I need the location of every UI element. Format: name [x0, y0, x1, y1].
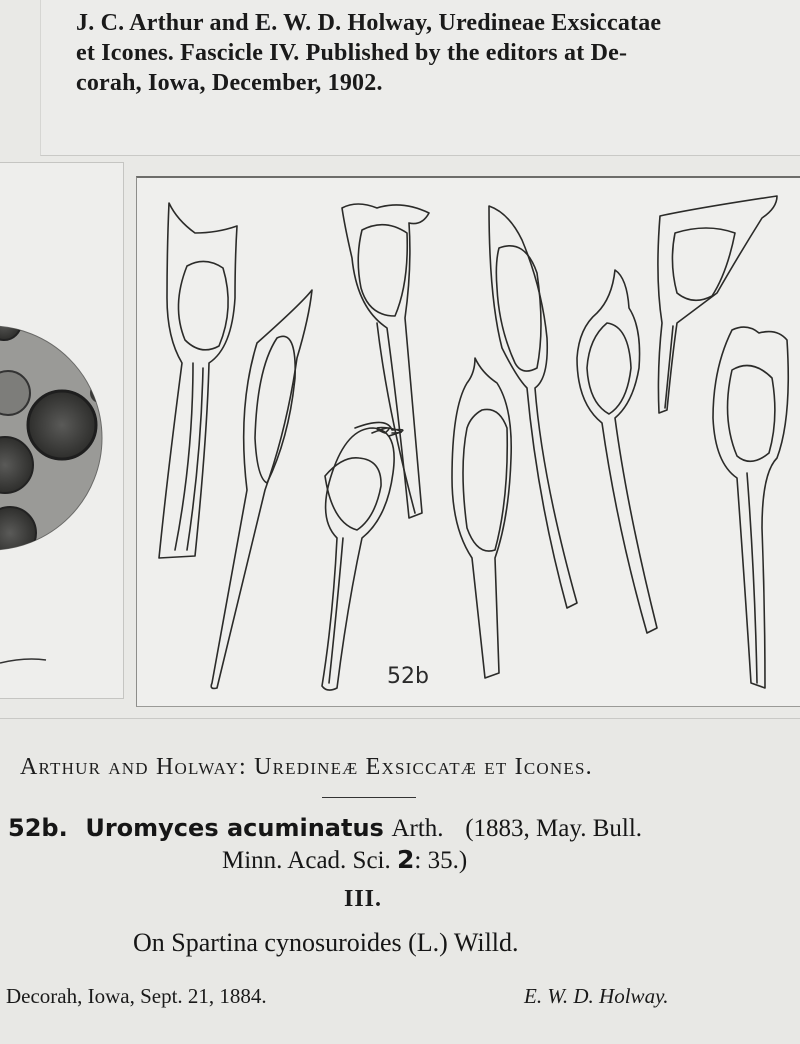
host-plant: On Spartina cynosuroides (L.) Willd.	[133, 928, 519, 957]
spore-stage-mark: III.	[344, 886, 383, 912]
citation-journal: Minn. Acad. Sci.	[222, 847, 391, 874]
figure-label: 52b	[387, 664, 429, 689]
title-rule	[322, 797, 416, 798]
species-authority: Arth.	[391, 815, 444, 842]
publication-header	[76, 8, 776, 98]
species-number: 52b.	[8, 814, 68, 842]
locality-date: Decorah, Iowa, Sept. 21, 1884.	[6, 984, 267, 1008]
header-line-2: et Icones. Fascicle IV. Published by the editors at De-	[76, 40, 628, 66]
series-title: Arthur and Holway: Uredineæ Exsiccatæ et Icones.	[20, 754, 593, 780]
teliospore-outlines	[137, 178, 800, 706]
header-line-3: corah, Iowa, December, 1902.	[76, 70, 383, 96]
citation-open: (1883, May. Bull.	[465, 815, 643, 842]
citation-volume: 2	[397, 845, 415, 874]
species-line	[8, 814, 642, 843]
species-name: Uromyces acuminatus	[85, 814, 384, 842]
micrograph-image	[0, 163, 123, 698]
citation-continuation	[222, 845, 467, 875]
citation-pages: : 35.)	[414, 847, 468, 874]
micrograph-panel	[0, 162, 124, 699]
teliospore-drawing	[136, 176, 800, 707]
collector-name: E. W. D. Holway.	[524, 984, 669, 1008]
header-line-1: J. C. Arthur and E. W. D. Holway, Uredineae Exsiccatae	[76, 10, 662, 36]
